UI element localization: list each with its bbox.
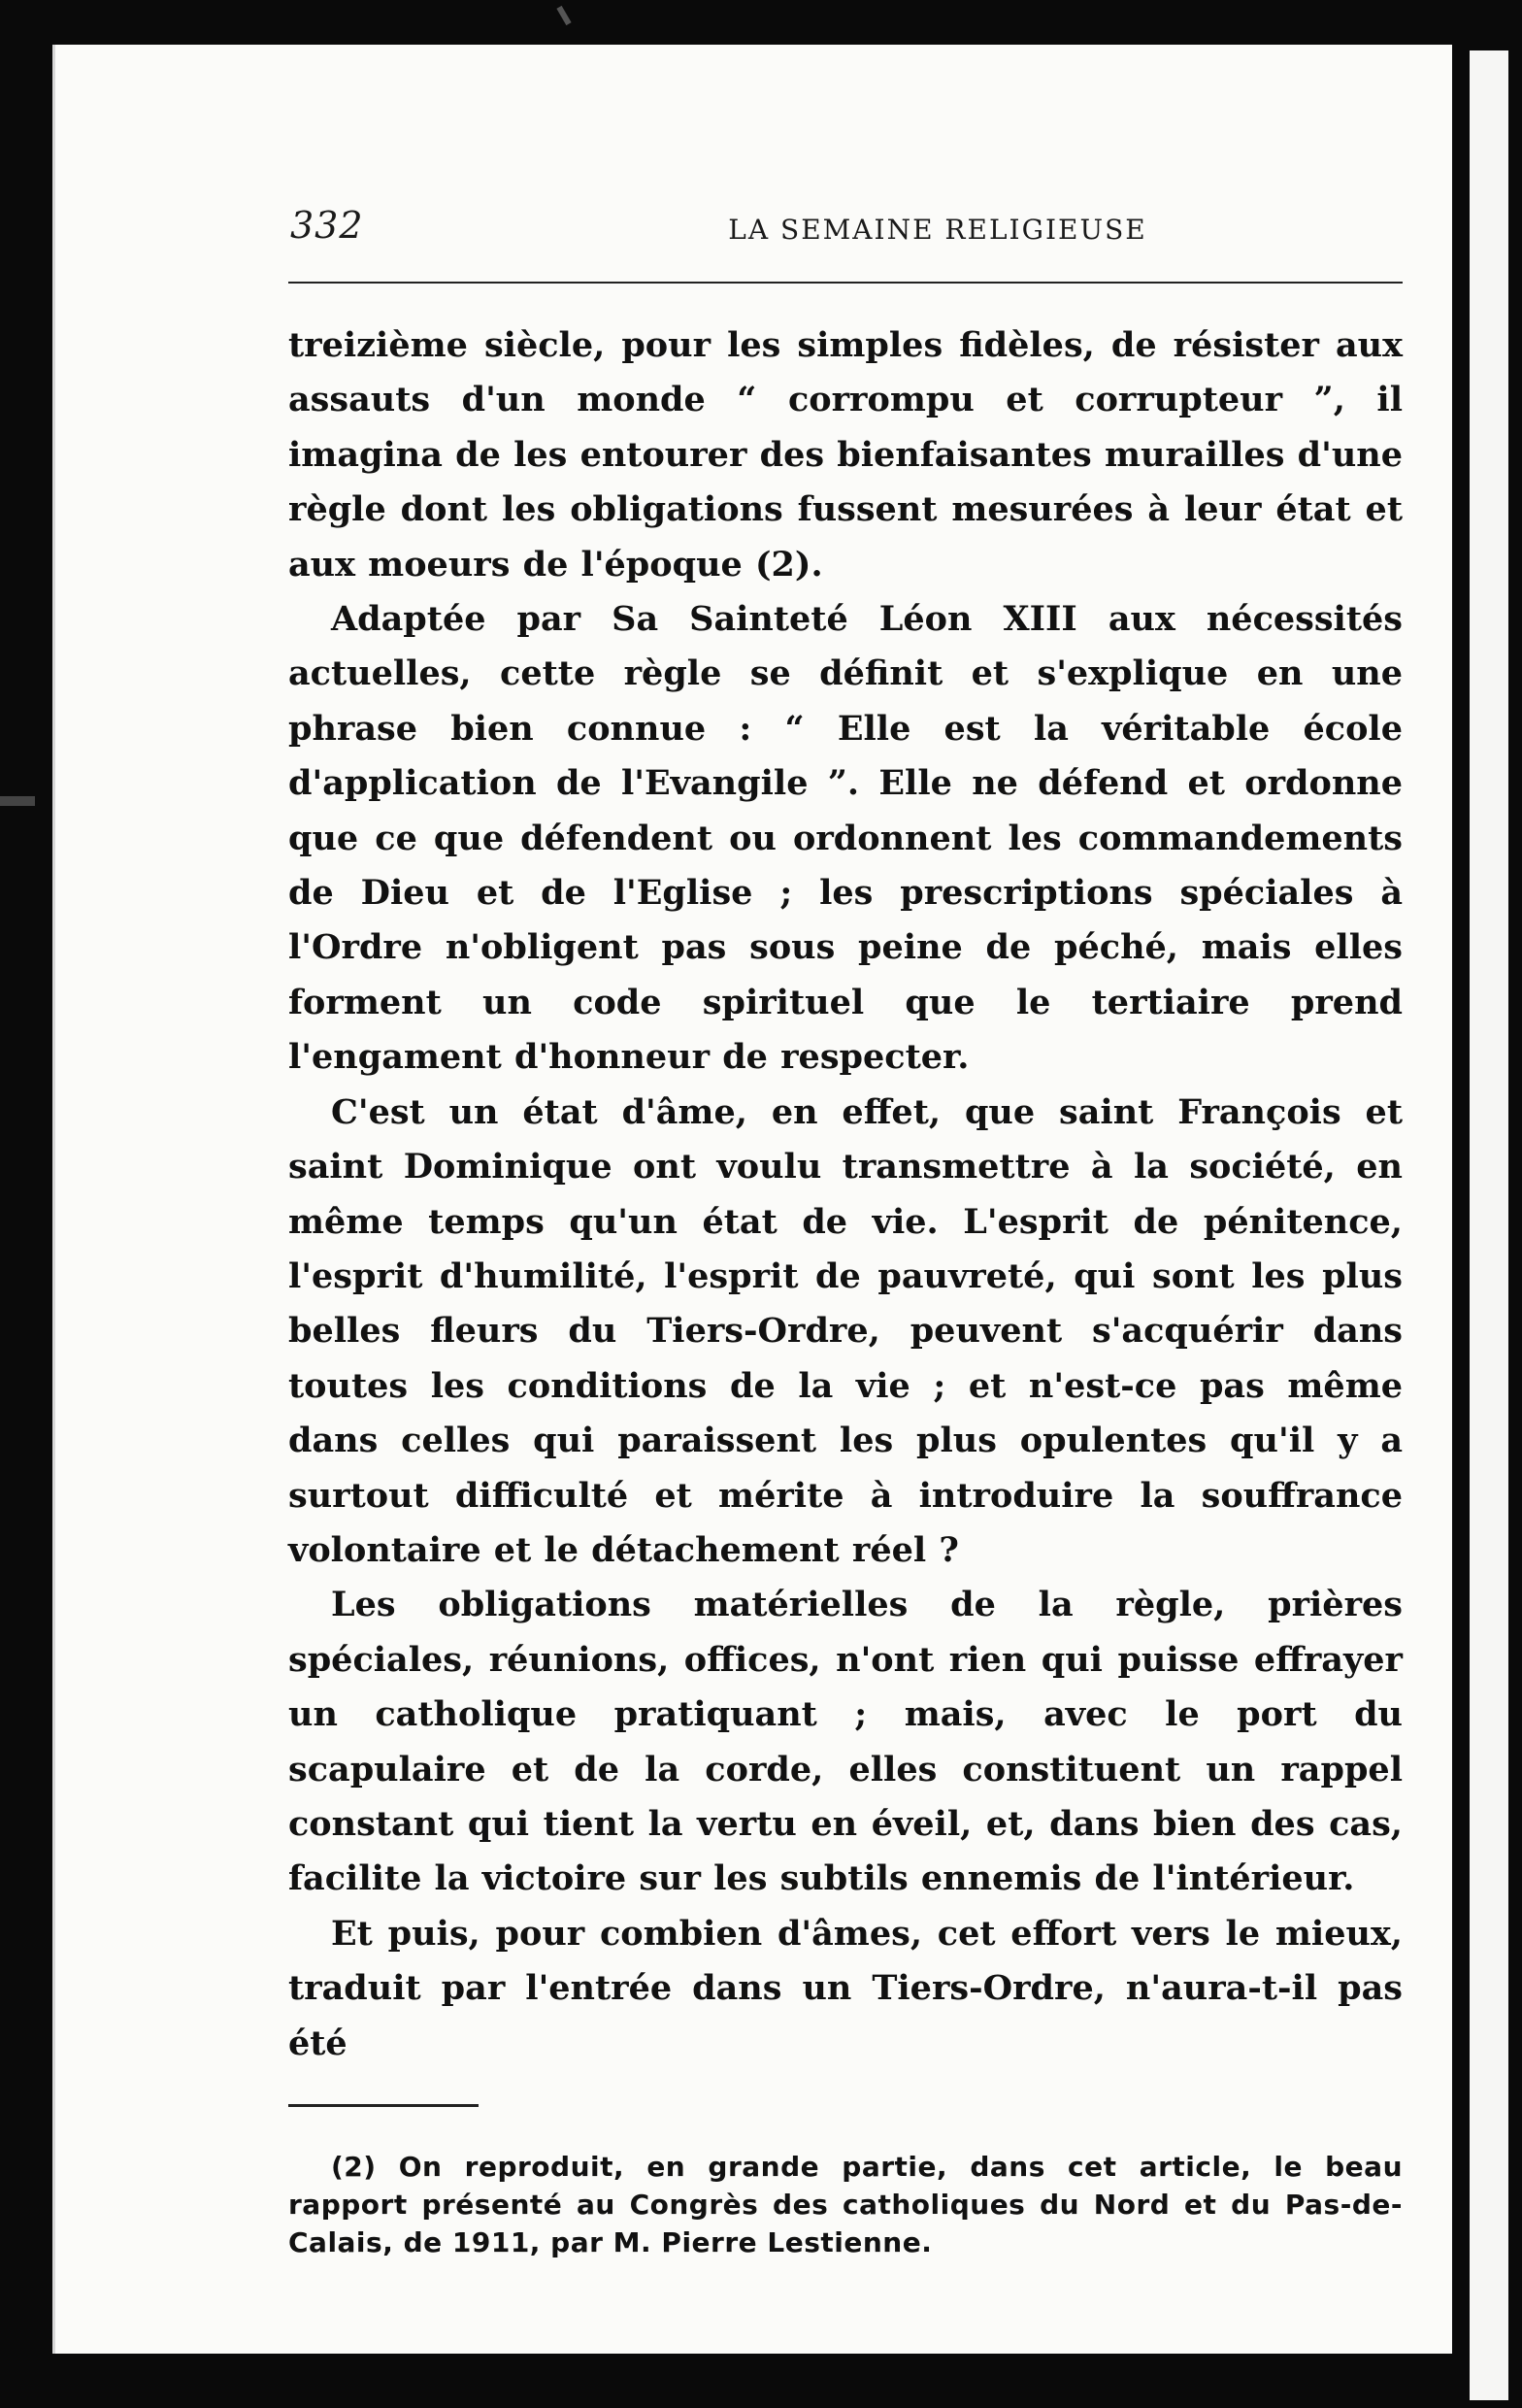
footnote-rule — [288, 2104, 479, 2107]
scan-artifact — [556, 6, 571, 25]
page-content — [288, 171, 1403, 2261]
paragraph: Et puis, pour combien d'âmes, cet effort vers le mieux, traduit par l'entrée dans un Tiers-Ordre, n'aura-t-il pas été — [288, 1913, 1403, 2063]
running-head — [288, 171, 1403, 258]
document-page — [52, 45, 1452, 2354]
paragraph: C'est un état d'âme, en effet, que saint François et saint Dominique ont voulu transmettre à la société, en même temps qu'un état de vie. L'esprit de pénitence, l'esprit d'humilité, l'esprit de pauvreté, qui sont les plus belles fleurs du Tiers-Ordre, peuvent s'acquérir dans toutes les conditions de la vie ; et n'est-ce pas même dans celles qui paraissent les plus opulentes qu'il y a surtout difficulté et mérite à introduire la souffrance volontaire et le détachement réel ? — [288, 1091, 1403, 1570]
scan-artifact — [0, 796, 35, 806]
adjacent-page-edge — [1470, 50, 1508, 2400]
running-title: LA SEMAINE RELIGIEUSE — [728, 214, 1147, 246]
footnote: (2) On reproduit, en grande partie, dans cet article, le beau rapport présenté au Congrès des catholiques du Nord et du Pas-de-Calais, de 1911, par M. Pierre Lestienne. — [288, 2151, 1403, 2258]
header-rule — [288, 282, 1403, 284]
page-number: 332 — [290, 204, 364, 247]
paragraph: treizième siècle, pour les simples fidèles, de résister aux assauts d'un monde “ corrompu et corrupteur ”, il imagina de les entourer des bienfaisantes murailles d'une règle dont les obligations fussent mesurées à leur état et aux moeurs de l'époque (2). — [288, 325, 1403, 585]
paragraph: Adaptée par Sa Sainteté Léon XIII aux nécessités actuelles, cette règle se définit et s'explique en une phrase bien connue : “ Elle est la véritable école d'application de l'Evangile ”. Elle ne défend et ordonne que ce que défendent ou ordonnent les commandements de Dieu et de l'Eglise ; les prescriptions spéciales à l'Ordre n'obligent pas sous peine de péché, mais elles forment un code spirituel que le tertiaire prend l'engament d'honneur de respecter. — [288, 599, 1403, 1078]
paragraph: Les obligations matérielles de la règle, prières spéciales, réunions, offices, n'ont rien qui puisse effrayer un catholique pratiquant ; mais, avec le port du scapulaire et de la corde, elles constituent un rappel constant qui tient la vertu en éveil, et, dans bien des cas, facilite la victoire sur les subtils ennemis de l'intérieur. — [288, 1585, 1403, 1899]
